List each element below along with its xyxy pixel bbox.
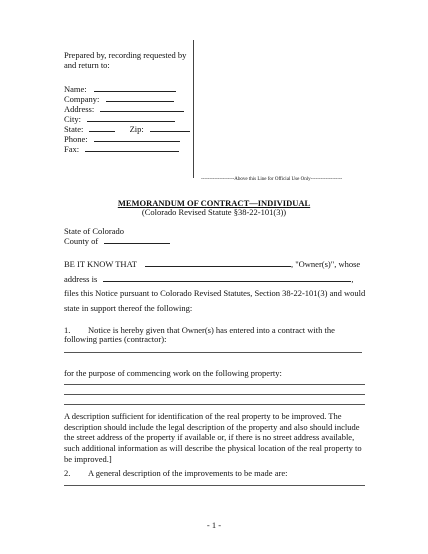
vertical-divider — [193, 40, 194, 178]
state-line: State of Colorado — [64, 226, 124, 236]
address-is-text: address is — [64, 274, 98, 284]
owner-address-blank — [103, 273, 354, 284]
phone-label: Phone: — [64, 134, 88, 144]
page-number: - 1 - — [206, 520, 222, 530]
files-line: files this Notice pursuant to Colorado Revised Statutes, Section 38-22-101(3) and would — [64, 288, 366, 298]
item2-number: 2. — [64, 468, 71, 478]
phone-blank — [94, 133, 180, 142]
fax-blank — [85, 143, 179, 152]
item1-text-line1: Notice is hereby given that Owner(s) has entered into a contract with the — [88, 325, 335, 335]
item1-number: 1. — [64, 325, 71, 335]
property-blank-line-3 — [64, 404, 365, 405]
city-blank — [87, 113, 175, 122]
fax-label: Fax: — [64, 144, 80, 154]
state-support-line: state in support thereof the following: — [64, 303, 193, 313]
owners-blank — [145, 258, 291, 267]
item2-text: A general description of the improvements to be made are: — [88, 468, 288, 478]
state-label: State: — [64, 124, 84, 134]
prepared-by-line2: and return to: — [64, 60, 110, 70]
address-blank — [100, 103, 184, 112]
zip-label: Zip: — [129, 124, 144, 134]
state-blank — [89, 123, 115, 132]
owners-row — [64, 258, 360, 270]
company-label: Company: — [64, 94, 100, 104]
name-label: Name: — [64, 84, 87, 94]
fax-row — [64, 143, 179, 155]
city-label: City: — [64, 114, 82, 124]
address-is-row — [64, 273, 354, 285]
property-blank-line-2 — [64, 394, 365, 395]
address-label: Address: — [64, 104, 95, 114]
property-blank-line-1 — [64, 384, 365, 385]
company-blank — [106, 93, 174, 102]
county-label: County of — [64, 236, 99, 246]
purpose-line: for the purpose of commencing work on the following property: — [64, 368, 282, 378]
name-blank — [94, 83, 176, 92]
owners-whose-text: , "Owner(s)", whose — [290, 259, 361, 269]
document-title: MEMORANDUM OF CONTRACT—INDIVIDUAL — [117, 198, 311, 208]
zip-blank — [150, 123, 190, 132]
description-paragraph: A description sufficient for identification of the real property to be improved. The description should include the legal description of the property and also should include the street address of the property if available or, if there is no street address available, such additional information as will describe the physical location of the real property to be improved.] — [64, 411, 362, 464]
improvements-blank-line — [64, 485, 365, 486]
address-comma: , — [351, 274, 354, 284]
document-subtitle: (Colorado Revised Statute §38-22-101(3)) — [141, 207, 287, 217]
official-use-line: --------------------Above this Line for Official Use Only------------------- — [201, 177, 343, 182]
contractor-blank-line — [64, 352, 362, 353]
item1-text-line2: following parties (contractor): — [64, 334, 167, 344]
be-it-know-text: BE IT KNOW THAT — [64, 259, 137, 269]
county-blank — [104, 235, 170, 244]
prepared-by-line1: Prepared by, recording requested by — [64, 50, 187, 60]
county-row — [64, 235, 170, 247]
